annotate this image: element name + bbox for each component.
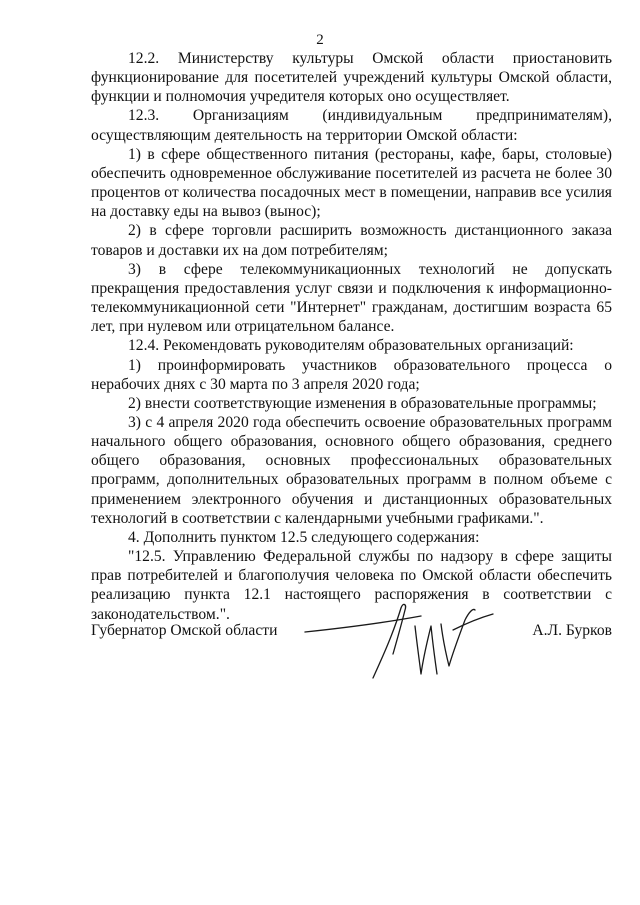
- paragraph-12-2: 12.2. Министерству культуры Омской области приостановить функционирование для посетителей учреждений культуры Омской области, функции и полномочия учредителя которых оно осуществляет.: [91, 50, 612, 106]
- paragraph-12-3-item-2: 2) в сфере торговли расширить возможность дистанционного заказа товаров и доставки их на дом потребителям;: [91, 222, 612, 259]
- signatory-name: А.Л. Бурков: [532, 622, 612, 639]
- paragraph-12-4: 12.4. Рекомендовать руководителям образовательных организаций:: [128, 337, 574, 355]
- paragraph-12-3-item-1: 1) в сфере общественного питания (рестораны, кафе, бары, столовые) обеспечить одновременное обслуживание посетителей из расчета не более 30 процентов от количества посадочных мест в помещении, направив все усилия на доставку еды на вывоз (вынос);: [91, 145, 612, 221]
- paragraph-12-4-item-3: 3) с 4 апреля 2020 года обеспечить освоение образовательных программ начального общего образования, основного общего образования, среднего общего образования, основных профессиональных образовательных программ, дополнительных образовательных программ в полном объеме с применением электронного обучения и дистанционных образовательных технологий в соответствии с календарными учебными графиками.".: [91, 413, 612, 527]
- paragraph-12-4-item-1: 1) проинформировать участников образовательного процесса о нерабочих днях с 30 марта по 3 апреля 2020 года;: [91, 356, 612, 393]
- page-number: 2: [316, 32, 324, 48]
- signature-block: [91, 622, 612, 702]
- paragraph-12-3-item-3: 3) в сфере телекоммуникационных технологий не допускать прекращения предоставления услуг связи и подключения к информационно-телекоммуникационной сети "Интернет" гражданам, достигшим возраста 65 лет, при нулевом или отрицательном балансе.: [91, 260, 612, 336]
- handwritten-signature: [303, 596, 503, 706]
- signatory-title: Губернатор Омской области: [91, 622, 278, 639]
- paragraph-12-4-item-2: 2) внести соответствующие изменения в образовательные программы;: [128, 394, 597, 412]
- paragraph-12-3: 12.3. Организациям (индивидуальным предпринимателям), осуществляющим деятельность на территории Омской области:: [91, 107, 612, 144]
- paragraph-4: 4. Дополнить пунктом 12.5 следующего содержания:: [128, 528, 480, 546]
- paragraph-12-5: "12.5. Управлению Федеральной службы по надзору в сфере защиты прав потребителей и благополучия человека по Омской области обеспечить реализацию пункта 12.1 настоящего распоряжения в соответствии с законодательством.".: [91, 548, 612, 623]
- document-body: [91, 49, 612, 624]
